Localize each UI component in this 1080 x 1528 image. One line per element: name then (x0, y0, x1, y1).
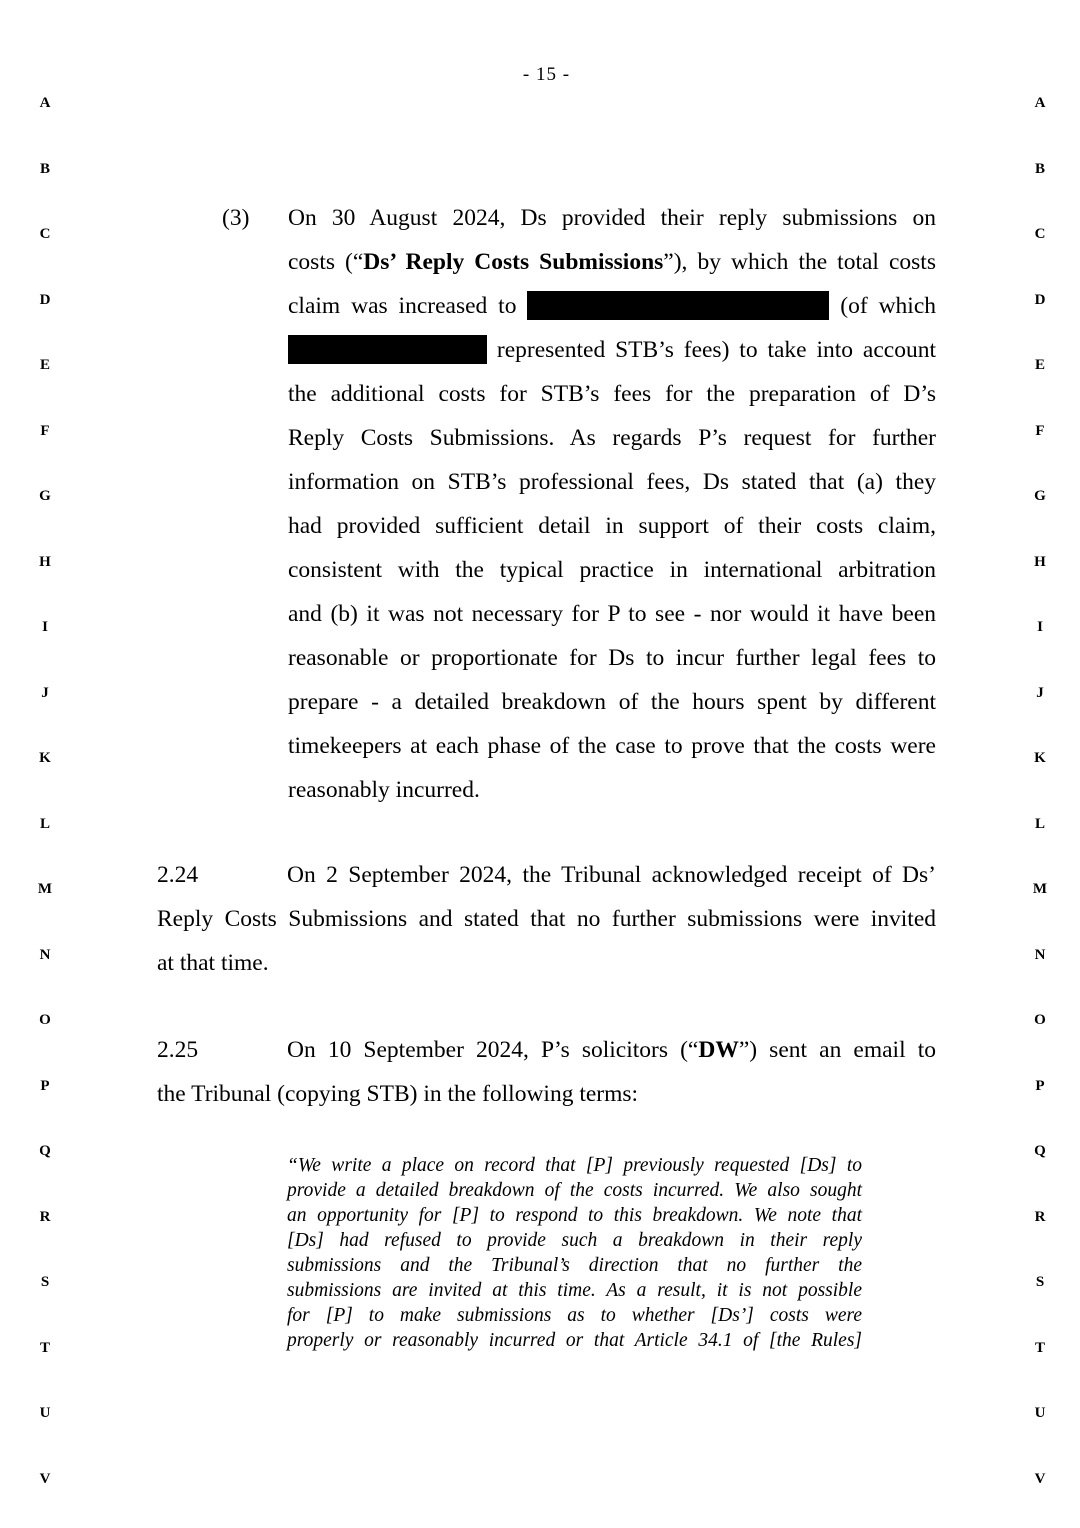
text-line: consistent with the typical practice in international arbitration (288, 557, 936, 583)
paragraph-body (288, 196, 936, 812)
margin-letter-left: F (40, 422, 50, 439)
margin-letter-right: D (1034, 291, 1046, 308)
margin-letter-left: O (39, 1012, 51, 1028)
quote-line: submissions and the Tribunal’s direction that no further the (287, 1255, 862, 1276)
margin-letter-left: I (42, 619, 48, 635)
quote-line: an opportunity for [P] to respond to this breakdown. We note that (287, 1205, 862, 1226)
defined-term: DW (698, 1037, 739, 1063)
margin-letter-right: F (1035, 422, 1045, 439)
margin-letter-right: R (1034, 1208, 1046, 1225)
text-line: 2.24 On 2 September 2024, the Tribunal acknowledged receipt of Ds’ (157, 853, 936, 897)
text-line: the additional costs for STB’s fees for the preparation of D’s (288, 381, 936, 407)
text-line: 2.25 On 10 September 2024, P’s solicitors (“DW”) sent an email to (157, 1028, 936, 1072)
margin-letter-right: P (1035, 1077, 1045, 1094)
text-line: at that time. (157, 950, 269, 976)
margin-letter-right: Q (1034, 1143, 1046, 1159)
margin-letter-left: T (39, 1339, 50, 1356)
text-line: the Tribunal (copying STB) in the following terms: (157, 1081, 639, 1107)
paragraph-2-25 (157, 1028, 936, 1116)
defined-term: Ds’ Reply Costs Submissions (363, 249, 664, 275)
text-line: claim was increased to (of which (288, 293, 936, 319)
margin-letter-left: J (41, 684, 49, 701)
text-line: costs (“Ds’ Reply Costs Submissions”), by which the total costs (288, 249, 936, 275)
quote-line: properly or reasonably incurred or that Article 34.1 of [the Rules] (287, 1330, 862, 1351)
margin-letter-right: V (1034, 1470, 1046, 1487)
margin-letter-left: P (40, 1077, 50, 1094)
margin-letter-left: H (39, 553, 51, 570)
text-line: On 30 August 2024, Ds provided their reply submissions on (288, 205, 936, 231)
paragraph-number: 2.24 (157, 862, 199, 888)
quote-line: [Ds] had refused to provide such a breakdown in their reply (287, 1230, 862, 1251)
paragraph-number: 2.25 (157, 1037, 199, 1063)
paragraph-number: (3) (222, 205, 250, 231)
margin-letter-left: L (39, 815, 50, 832)
margin-letter-left: B (39, 160, 50, 177)
margin-letter-right: S (1035, 1274, 1045, 1290)
margin-letter-right: O (1034, 1012, 1046, 1028)
text-line: information on STB’s professional fees, Ds stated that (a) they (288, 469, 936, 495)
quote-line: “We write a place on record that [P] previously requested [Ds] to (287, 1155, 862, 1176)
margin-letter-left: R (39, 1208, 51, 1225)
margin-letter-left: S (40, 1274, 50, 1290)
margin-letter-left: D (39, 291, 51, 308)
margin-letter-left: A (39, 95, 51, 111)
text-line: Reply Costs Submissions and stated that no further submissions were invited (157, 906, 936, 932)
text-line: represented STB’s fees) to take into account (288, 328, 936, 372)
margin-letter-right: A (1034, 95, 1046, 111)
quote-line: for [P] to make submissions as to whether [Ds’] costs were (287, 1305, 862, 1326)
text-line: reasonably incurred. (288, 777, 480, 803)
margin-letter-left: E (39, 357, 50, 373)
text-line: and (b) it was not necessary for P to see - nor would it have been (288, 601, 936, 627)
paragraph-3 (222, 196, 936, 812)
margin-letter-left: U (39, 1405, 51, 1421)
margin-letter-right: J (1036, 684, 1044, 701)
margin-letter-right: H (1034, 553, 1046, 570)
margin-letter-right: T (1034, 1339, 1045, 1356)
quote-line: provide a detailed breakdown of the costs incurred. We also sought (287, 1180, 862, 1201)
quote-line: submissions are invited at this time. As a result, it is not possible (287, 1280, 862, 1301)
margin-letter-right: C (1034, 226, 1046, 242)
margin-letter-left: N (39, 946, 51, 963)
margin-letter-right: L (1034, 815, 1045, 832)
margin-letter-left: M (37, 881, 53, 897)
email-quote (287, 1153, 862, 1353)
margin-letter-right: B (1034, 160, 1045, 177)
margin-letter-left: K (39, 750, 51, 766)
margin-letter-right: N (1034, 946, 1046, 963)
paragraph-2-24 (157, 853, 936, 985)
text-line: prepare - a detailed breakdown of the hours spent by different (288, 689, 936, 715)
margin-letter-right: U (1034, 1405, 1046, 1421)
redaction-box (288, 335, 487, 364)
text-line: Reply Costs Submissions. As regards P’s request for further (288, 425, 936, 451)
margin-letter-left: Q (39, 1143, 51, 1159)
text-line: had provided sufficient detail in support of their costs claim, (288, 513, 936, 539)
margin-letter-right: K (1034, 750, 1046, 766)
page-number: - 15 - (522, 64, 571, 85)
text-line: reasonable or proportionate for Ds to incur further legal fees to (288, 645, 936, 671)
margin-letter-left: V (39, 1470, 51, 1487)
margin-letter-right: G (1034, 488, 1046, 504)
text-line: timekeepers at each phase of the case to prove that the costs were (288, 733, 936, 759)
redaction-box (527, 291, 829, 320)
margin-letter-left: C (39, 226, 51, 242)
margin-letter-right: M (1032, 881, 1048, 897)
margin-letter-right: I (1037, 619, 1043, 635)
margin-letter-right: E (1034, 357, 1045, 373)
margin-letter-left: G (39, 488, 51, 504)
